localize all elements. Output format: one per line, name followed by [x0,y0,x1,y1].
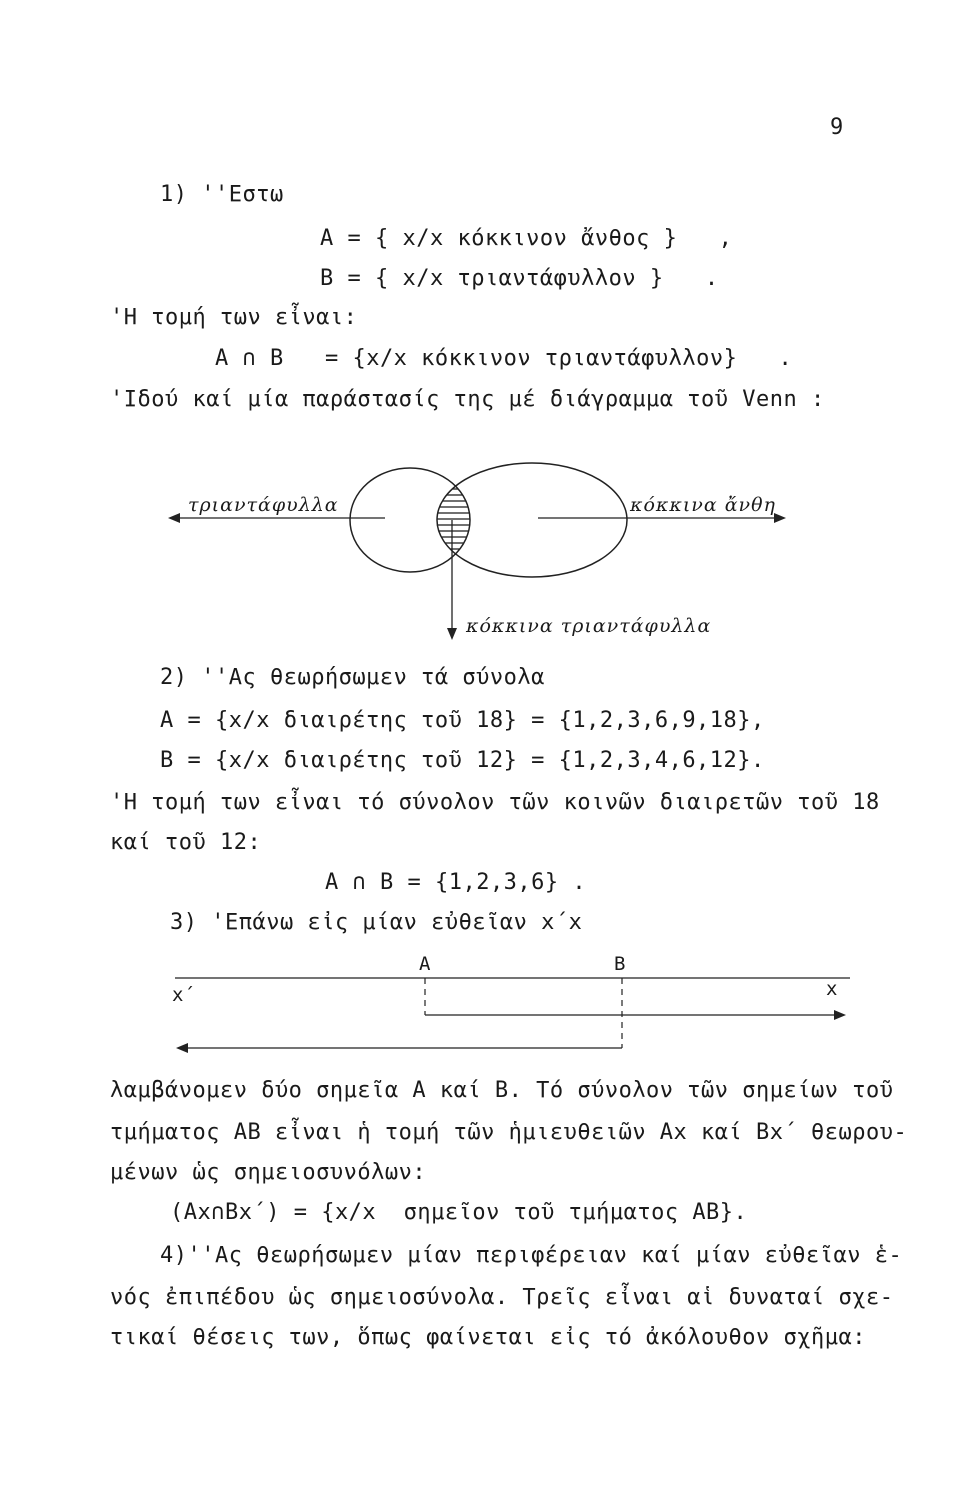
section1-set-a: A = { x/x κόκκινον ἄνθος } , [320,226,733,251]
page-number: 9 [830,115,844,140]
section2-set-b: B = {x/x διαιρέτης τοῦ 12} = {1,2,3,4,6,12}. [160,748,765,773]
section1-intersection: A ∩ B = {x/x κόκκινον τριαντάφυλλον} . [215,346,793,371]
left-arrowhead [168,513,180,523]
section2-line1: 'Η τομή των εἶναι τό σύνολον τῶν κοινῶν διαιρετῶν τοῦ 18 [110,790,880,815]
section3-line1: λαμβάνομεν δύο σημεῖα A καί B. Τό σύνολον τῶν σημείων τοῦ [110,1078,894,1103]
label-a: A [419,953,431,975]
section1-set-b: B = { x/x τριαντάφυλλον } . [320,266,719,291]
section4-line3: τικαί θέσεις των, ὅπως φαίνεται εἰς τό ἀκόλουθον σχῆμα: [110,1325,866,1350]
section3-line2: τμήματος AB εἶναι ἡ τομή τῶν ἡμιευθειῶν Ax καί Bx΄ θεωρου- [110,1120,908,1145]
venn-bottom-label: κόκκινα τριαντάφυλλα [466,615,712,637]
section1-intersection-intro: 'Η τομή των εἶναι: [110,305,358,330]
section2-line2: καί τοῦ 12: [110,830,262,855]
section3-heading: 3) 'Επάνω εἰς μίαν εὐθεῖαν x΄x [170,910,583,935]
ray-ax-arrowhead [834,1010,846,1020]
section2-result: A ∩ B = {1,2,3,6} . [325,870,587,895]
section1-venn-intro: 'Ιδού καί μία παράστασίς της μέ διάγραμμα τοῦ Venn : [110,387,825,412]
section2-set-a: A = {x/x διαιρέτης τοῦ 18} = {1,2,3,6,9,18}, [160,708,765,733]
down-arrowhead [447,628,457,640]
venn-left-label: τριαντάφυλλα [188,494,339,516]
label-x-prime: x΄ [172,984,195,1006]
section3-line3: μένων ὡς σημειοσυνόλων: [110,1160,427,1185]
ray-bx-prime-arrowhead [176,1043,188,1053]
section4-line1: 4)''Ας θεωρήσωμεν μίαν περιφέρειαν καί μίαν εὐθεῖαν ἑ- [160,1243,903,1268]
label-x: x [826,978,838,1000]
label-b: B [614,953,626,975]
section3-formula: (Ax∩Bx΄) = {x/x σημεῖον τοῦ τμήματος AB}. [170,1200,748,1225]
section4-line2: νός ἐπιπέδου ὡς σημειοσύνολα. Τρεῖς εἶναι αἱ δυναταί σχε- [110,1285,894,1310]
section1-heading: 1) ''Εστω [160,182,284,207]
venn-right-label: κόκκινα ἄνθη [630,494,776,516]
section2-heading: 2) ''Ας θεωρήσωμεν τά σύνολα [160,665,545,690]
